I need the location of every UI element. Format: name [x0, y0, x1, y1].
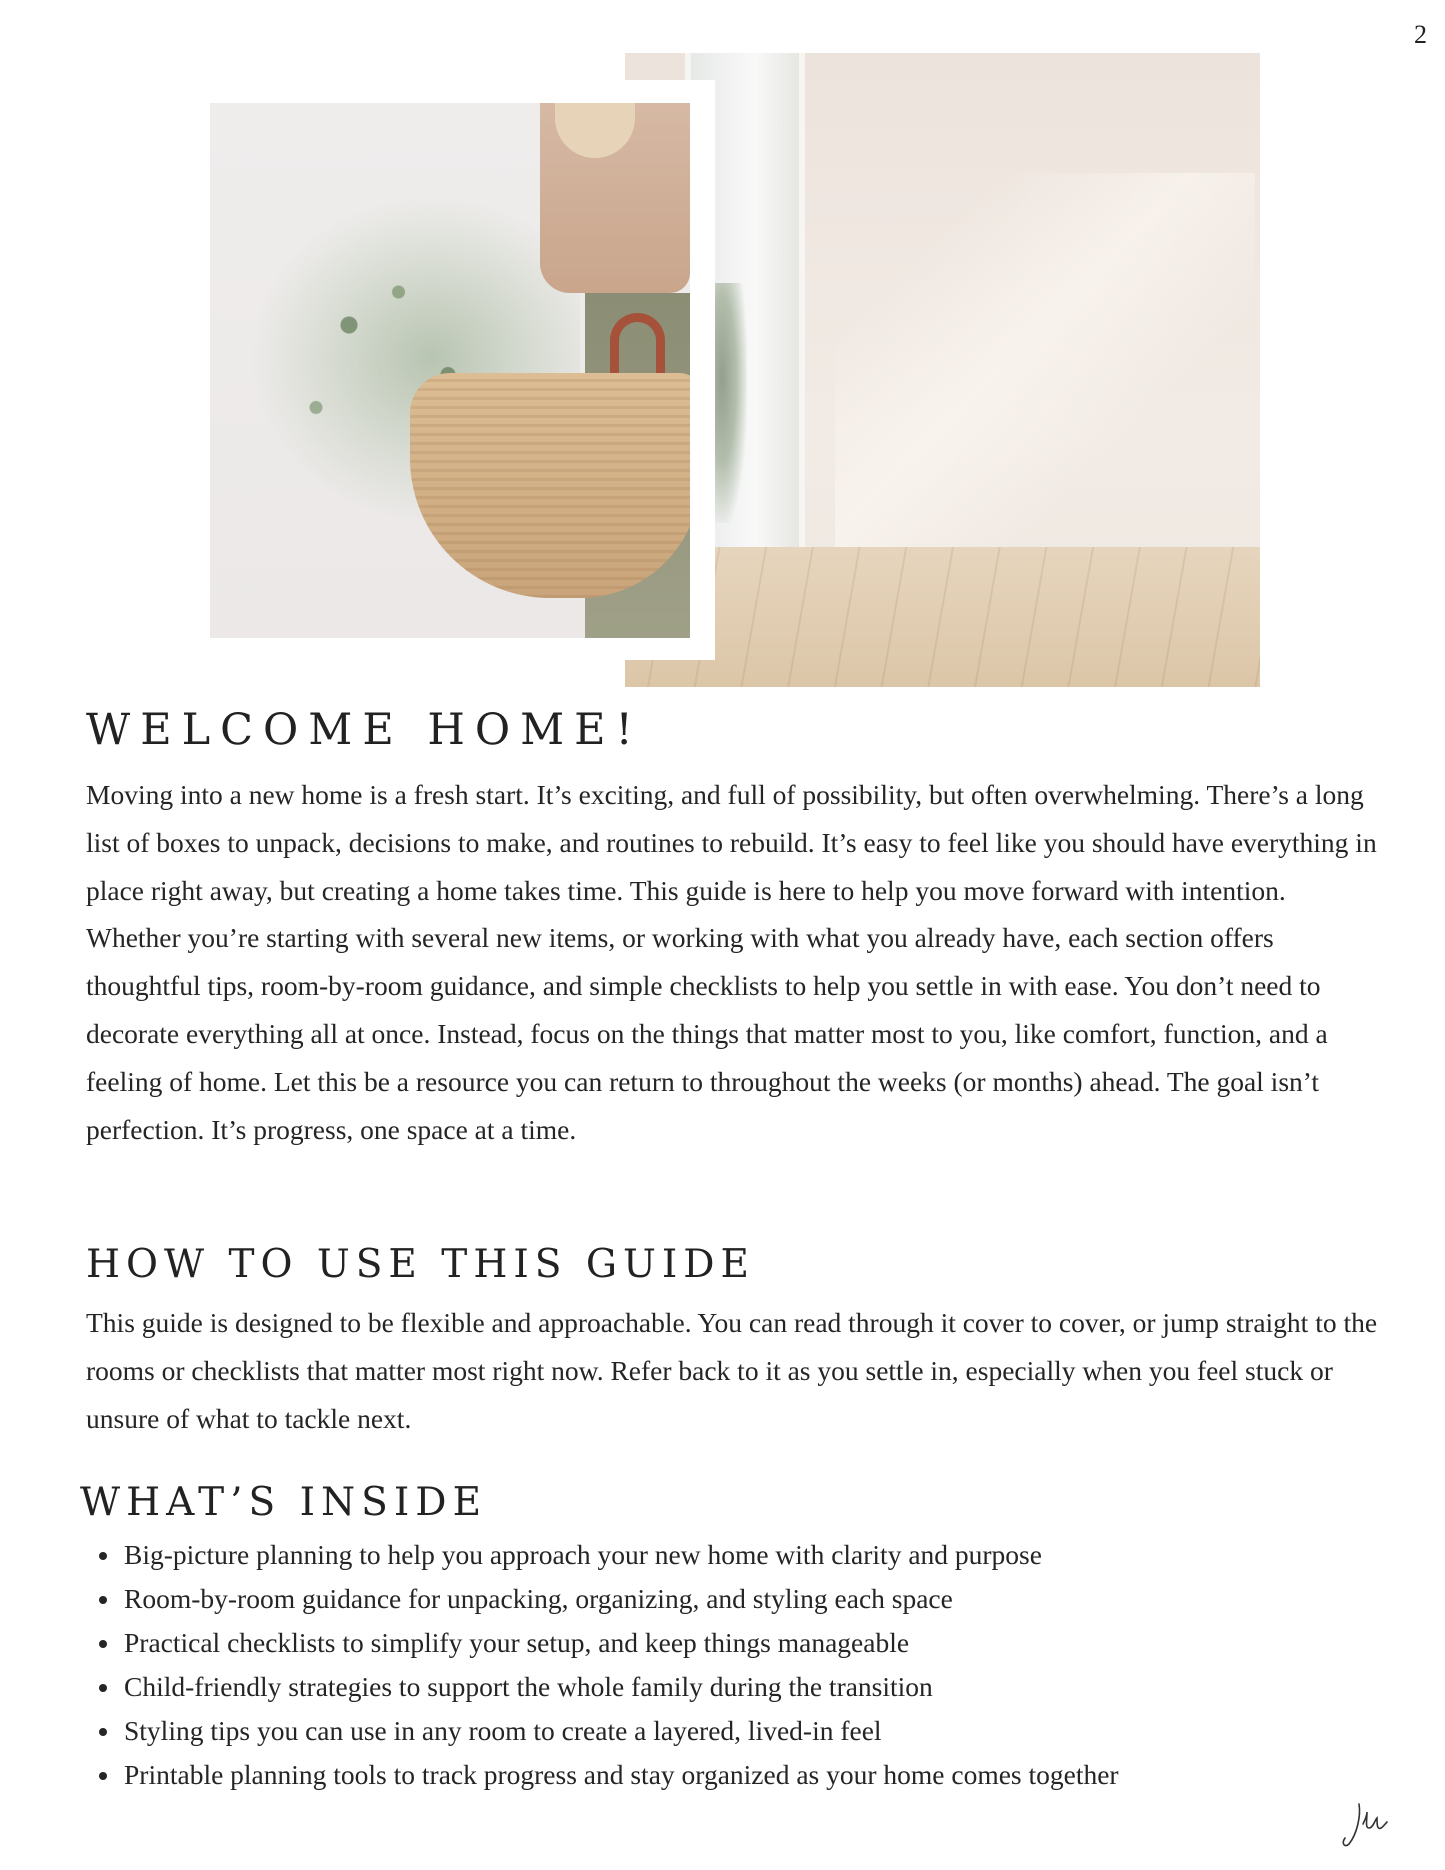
list-item: • Big-picture planning to help you approach your new home with clarity and purpose — [122, 1533, 1119, 1577]
welcome-section — [86, 771, 1386, 1153]
how-to-use-paragraph: This guide is designed to be flexible and approachable. You can read through it cover to cover, or jump straight to the rooms or checklists that matter most right now. Refer back to it as you settle in, especially when you feel stuck or unsure of what to tackle next. — [86, 1307, 1378, 1434]
page-number: 2 — [1414, 20, 1427, 49]
how-to-use-section — [86, 1299, 1386, 1442]
list-item: • Styling tips you can use in any room to create a layered, lived-in feel — [122, 1709, 1119, 1753]
empty-room-photo — [625, 53, 1260, 687]
whats-inside-heading: WHAT’S INSIDE — [80, 1480, 488, 1525]
list-item: • Practical checklists to simplify your setup, and keep things manageable — [122, 1621, 1119, 1665]
list-item: • Printable planning tools to track progress and stay organized as your home comes together — [122, 1753, 1119, 1797]
woven-basket — [410, 373, 690, 598]
wood-floor — [625, 547, 1260, 687]
welcome-paragraph: Moving into a new home is a fresh start. It’s exciting, and full of possibility, but often overwhelming. There’s a long list of boxes to unpack, decisions to make, and routines to rebuild. It’s easy to feel like you should have everything in place right away, but creating a home takes time. This guide is here to help you move forward with intention. Whether you’re starting with several new items, or working with what you already have, each section offers thoughtful tips, room-by-room guidance, and simple checklists to help you settle in with ease. You don’t need to decorate everything all at once. Instead, focus on the things that matter most to you, like comfort, function, and a feeling of home. Let this be a resource you can return to throughout the weeks (or months) ahead. The goal isn’t perfection. It’s progress, one space at a time. — [86, 779, 1377, 1145]
list-item: • Room-by-room guidance for unpacking, organizing, and styling each space — [122, 1577, 1119, 1621]
wall-sunlight — [835, 173, 1255, 553]
signature-icon — [1337, 1794, 1393, 1852]
list-item: • Child-friendly strategies to support the whole family during the transition — [122, 1665, 1119, 1709]
whats-inside-list — [86, 1533, 1119, 1797]
how-to-use-heading: HOW TO USE THIS GUIDE — [86, 1242, 756, 1287]
welcome-heading: WELCOME HOME! — [86, 705, 643, 755]
basket-greenery-photo — [210, 103, 690, 638]
